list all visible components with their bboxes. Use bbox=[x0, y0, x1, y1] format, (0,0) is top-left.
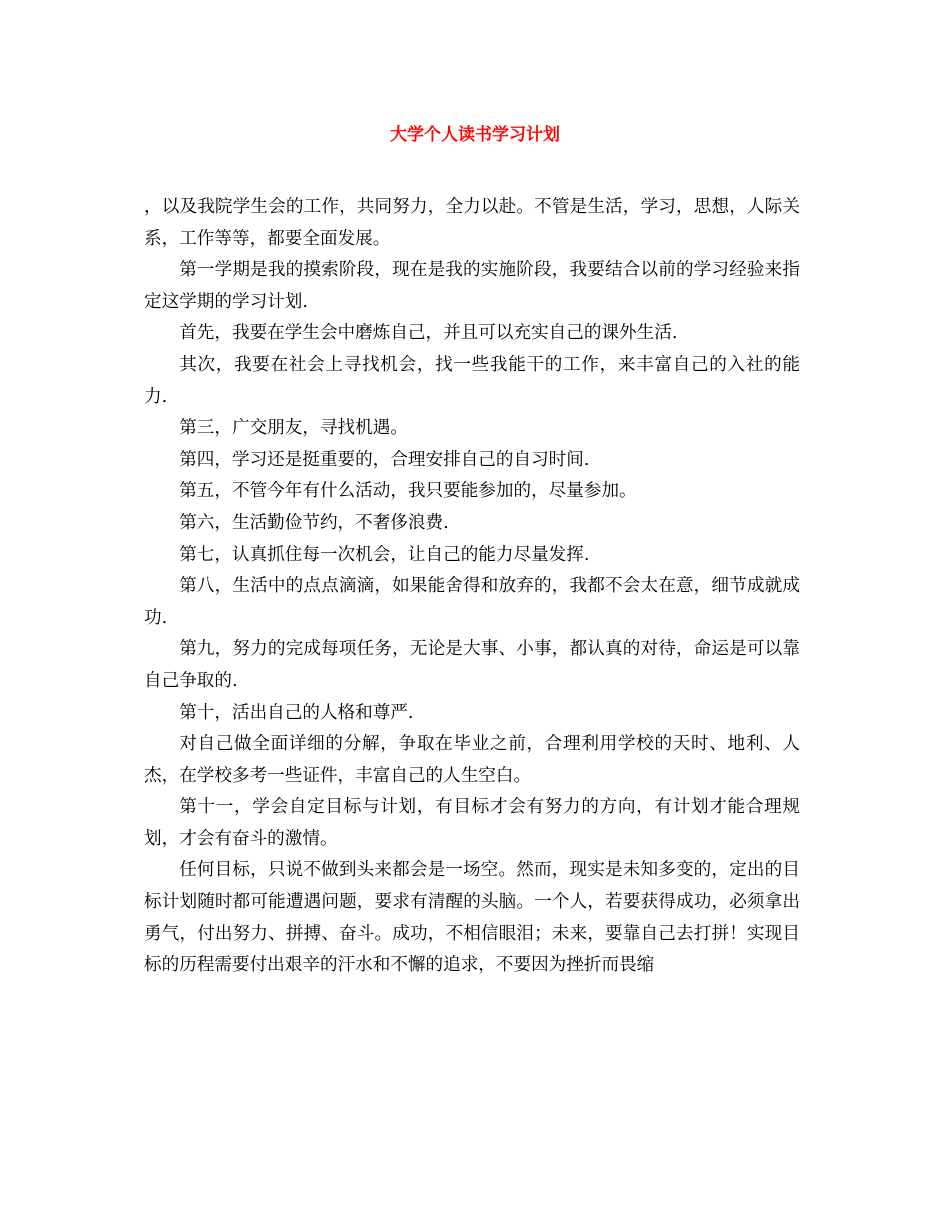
body-paragraph: 第三，广交朋友，寻找机遇。 bbox=[179, 418, 408, 439]
body-paragraph: 任何目标，只说不做到头来都会是一场空。然而，现实是未知多变的，定出的目标计划随时都可能遭遇问题，要求有清醒的头脑。一个人，若要获得成功，必须拿出勇气，付出努力、拼搏、奋斗。成功，不相信眼泪；未来，要靠自己去打拼！实现目标的历程需要付出艰辛的汗水和不懈的追求，不要因为挫折而畏缩 bbox=[144, 860, 800, 976]
body-paragraph: 第十，活出自己的人格和尊严. bbox=[179, 702, 414, 723]
document-body bbox=[144, 192, 800, 982]
body-paragraph: 第五，不管今年有什么活动，我只要能参加的，尽量参加。 bbox=[179, 481, 637, 502]
body-paragraph: 第十一，学会自定目标与计划，有目标才会有努力的方向，有计划才能合理规划，才会有奋斗的激情。 bbox=[144, 797, 800, 849]
body-paragraph: 第六，生活勤俭节约，不奢侈浪费. bbox=[179, 512, 449, 533]
body-paragraph: 第九，努力的完成每项任务，无论是大事、小事，都认真的对待，命运是可以靠自己争取的. bbox=[144, 639, 800, 691]
body-paragraph: 首先，我要在学生会中磨炼自己，并且可以充实自己的课外生活. bbox=[179, 323, 678, 344]
body-paragraph: 第七，认真抓住每一次机会，让自己的能力尽量发挥. bbox=[179, 544, 590, 565]
body-paragraph: 第一学期是我的摸索阶段，现在是我的实施阶段，我要结合以前的学习经验来指定这学期的学习计划. bbox=[144, 260, 800, 312]
document-title: 大学个人读书学习计划 bbox=[390, 125, 560, 145]
body-paragraph: 对自己做全面详细的分解，争取在毕业之前，合理利用学校的天时、地利、人杰，在学校多考一些证件，丰富自己的人生空白。 bbox=[144, 734, 800, 786]
body-paragraph: 其次，我要在社会上寻找机会，找一些我能干的工作，来丰富自己的入社的能力. bbox=[144, 354, 800, 407]
body-paragraph: 第四，学习还是挺重要的，合理安排自己的自习时间. bbox=[179, 449, 590, 470]
body-paragraph: ，以及我院学生会的工作，共同努力，全力以赴。不管是生活，学习，思想，人际关系，工作等等，都要全面发展。 bbox=[144, 197, 800, 249]
body-paragraph: 第八，生活中的点点滴滴，如果能舍得和放弃的，我都不会太在意，细节成就成功. bbox=[144, 576, 800, 628]
